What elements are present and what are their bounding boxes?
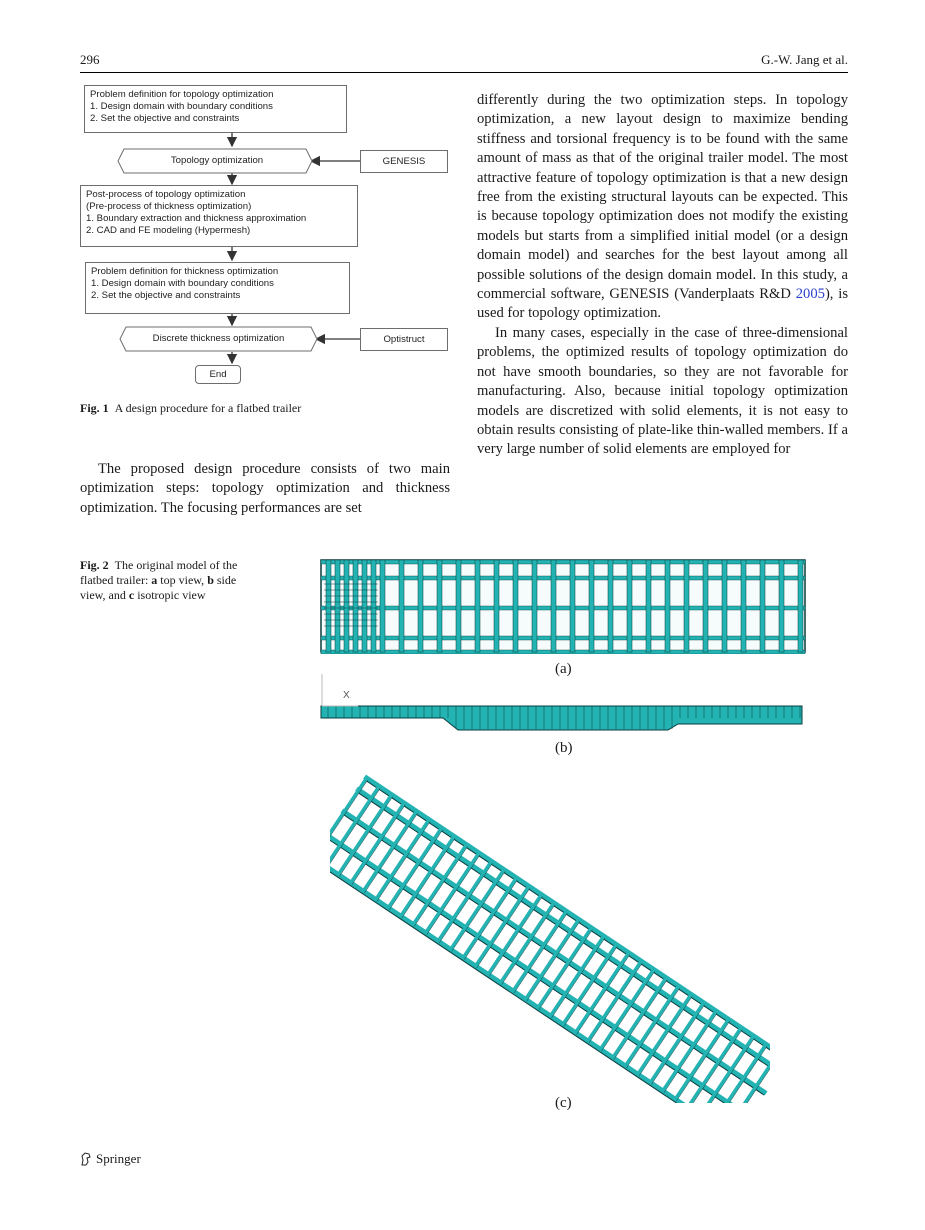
box2-sub: (Pre-process of thickness optimization) [86,201,252,212]
top-crossmember [371,560,376,652]
genesis-box: GENESIS [360,150,448,173]
fig2-label-b: (b) [555,740,573,756]
top-crossmember [326,560,331,652]
fig2-caption-part: The original model of the flatbed trailer: [80,558,238,587]
flow-box-post-process [80,185,358,247]
right-paragraph-1 [477,91,848,324]
top-crossmember [335,560,340,652]
top-crossmember [456,560,461,652]
top-crossmember [344,560,349,652]
fig2-caption [80,558,255,603]
box2-item-1: 1. Boundary extraction and thickness approximation [86,213,307,224]
left-column [80,460,450,518]
box3-item-2: 2. Set the objective and constraints [91,290,241,301]
left-paragraph: The proposed design procedure consists of two main optimization steps: topology optimization and thickness optimization. The focusing performances are set [80,461,450,516]
axis-x-label: X [343,690,350,701]
flow-box-problem-topology [84,85,347,133]
page-number: 296 [80,52,100,67]
top-crossmember [437,560,442,652]
flow-box-problem-thickness [85,262,350,314]
fig2-label-a: (a) [555,661,572,677]
top-rail [321,650,805,654]
box3-title: Problem definition for thickness optimization [91,266,279,277]
top-crossmember [399,560,404,652]
fig1-caption-label: Fig. 1 [80,401,109,415]
top-crossmember [532,560,537,652]
box2-item-2: 2. CAD and FE modeling (Hypermesh) [86,225,251,236]
fig2-label-c: (c) [555,1095,572,1111]
top-crossmember [665,560,670,652]
top-crossmember [551,560,556,652]
box1-item-2: 2. Set the objective and constraints [90,113,240,124]
top-crossmember [646,560,651,652]
top-crossmember [475,560,480,652]
optistruct-box: Optistruct [360,328,448,351]
trailer-top-view [320,558,806,654]
top-rail [321,606,805,610]
step-discrete-thickness: Discrete thickness optimization [152,333,285,344]
top-crossmember [703,560,708,652]
top-crossmember [760,560,765,652]
right-column [477,91,848,460]
top-crossmember [589,560,594,652]
top-rail [321,560,805,564]
top-rail [321,636,805,640]
top-crossmember [608,560,613,652]
top-crossmember [570,560,575,652]
step-topology-optimization: Topology optimization [170,155,264,166]
fig1-caption [80,401,460,416]
top-crossmember [627,560,632,652]
right-p1-end: ), is used for topology optimization. [477,286,849,322]
fig2-caption-part: top view, [157,573,208,587]
publisher-name: Springer [96,1151,141,1166]
box1-title: Problem definition for topology optimization [90,89,274,100]
top-crossmember [418,560,423,652]
box1-item-1: 1. Design domain with boundary conditions [90,101,273,112]
springer-horse-icon [80,1152,92,1166]
side-body [321,706,802,730]
top-crossmember [494,560,499,652]
box2-title: Post-process of topology optimization [86,189,246,200]
top-rail [321,576,805,580]
fig2-caption-label: Fig. 2 [80,558,109,572]
fig2-caption-b: b [207,573,214,587]
top-crossmember [722,560,727,652]
running-authors: G.-W. Jang et al. [761,52,848,67]
trailer-side-view [318,668,806,736]
top-crossmember [380,560,385,652]
fig1-caption-text: A design procedure for a flatbed trailer [114,401,302,415]
top-crossmember [741,560,746,652]
box3-item-1: 1. Design domain with boundary conditions [91,278,274,289]
top-crossmember [353,560,358,652]
footer-publisher [80,1151,141,1167]
right-paragraph-2: In many cases, especially in the case of three-dimensional problems, the optimized results of topology optimization do not have smooth boundaries, so they are not favorable for manufacturing. Also, because initial topology optimization models are discretized with solid elements, it is not easy to obtain results consisting of plate-like thin-walled members. If a very large number of solid elements are employed for [477,324,848,458]
fig2-caption-part: side view, and [80,573,237,602]
fig2-caption-c: c [128,588,135,602]
top-crossmember [684,560,689,652]
trailer-isometric-view [330,768,770,1103]
top-crossmember [779,560,784,652]
header-rule [80,72,848,73]
end-box: End [195,365,241,384]
top-crossmember [513,560,518,652]
right-p1-text: differently during the two optimization steps. In topology optimization, a new layout design to maximize bending stiffness and torsional frequency is to be found with the same amount of mass as that of the original trailer model. The most attractive feature of topology optimization is that a new design free from the existing structural layouts can be expected. This is because topology optimization does not modify the existing models but starts from a simplified initial model (or a design domain model) and searches for the best layout among all possible solutions of the design domain model. In this study, a commercial software, GENESIS (Vanderplaats R&D [477,92,848,303]
top-crossmember [362,560,367,652]
citation-link-2005[interactable]: 2005 [795,286,825,303]
fig2-caption-a: a [151,573,158,587]
fig2-caption-part: isotropic view [134,588,206,602]
top-crossmember [798,560,803,652]
